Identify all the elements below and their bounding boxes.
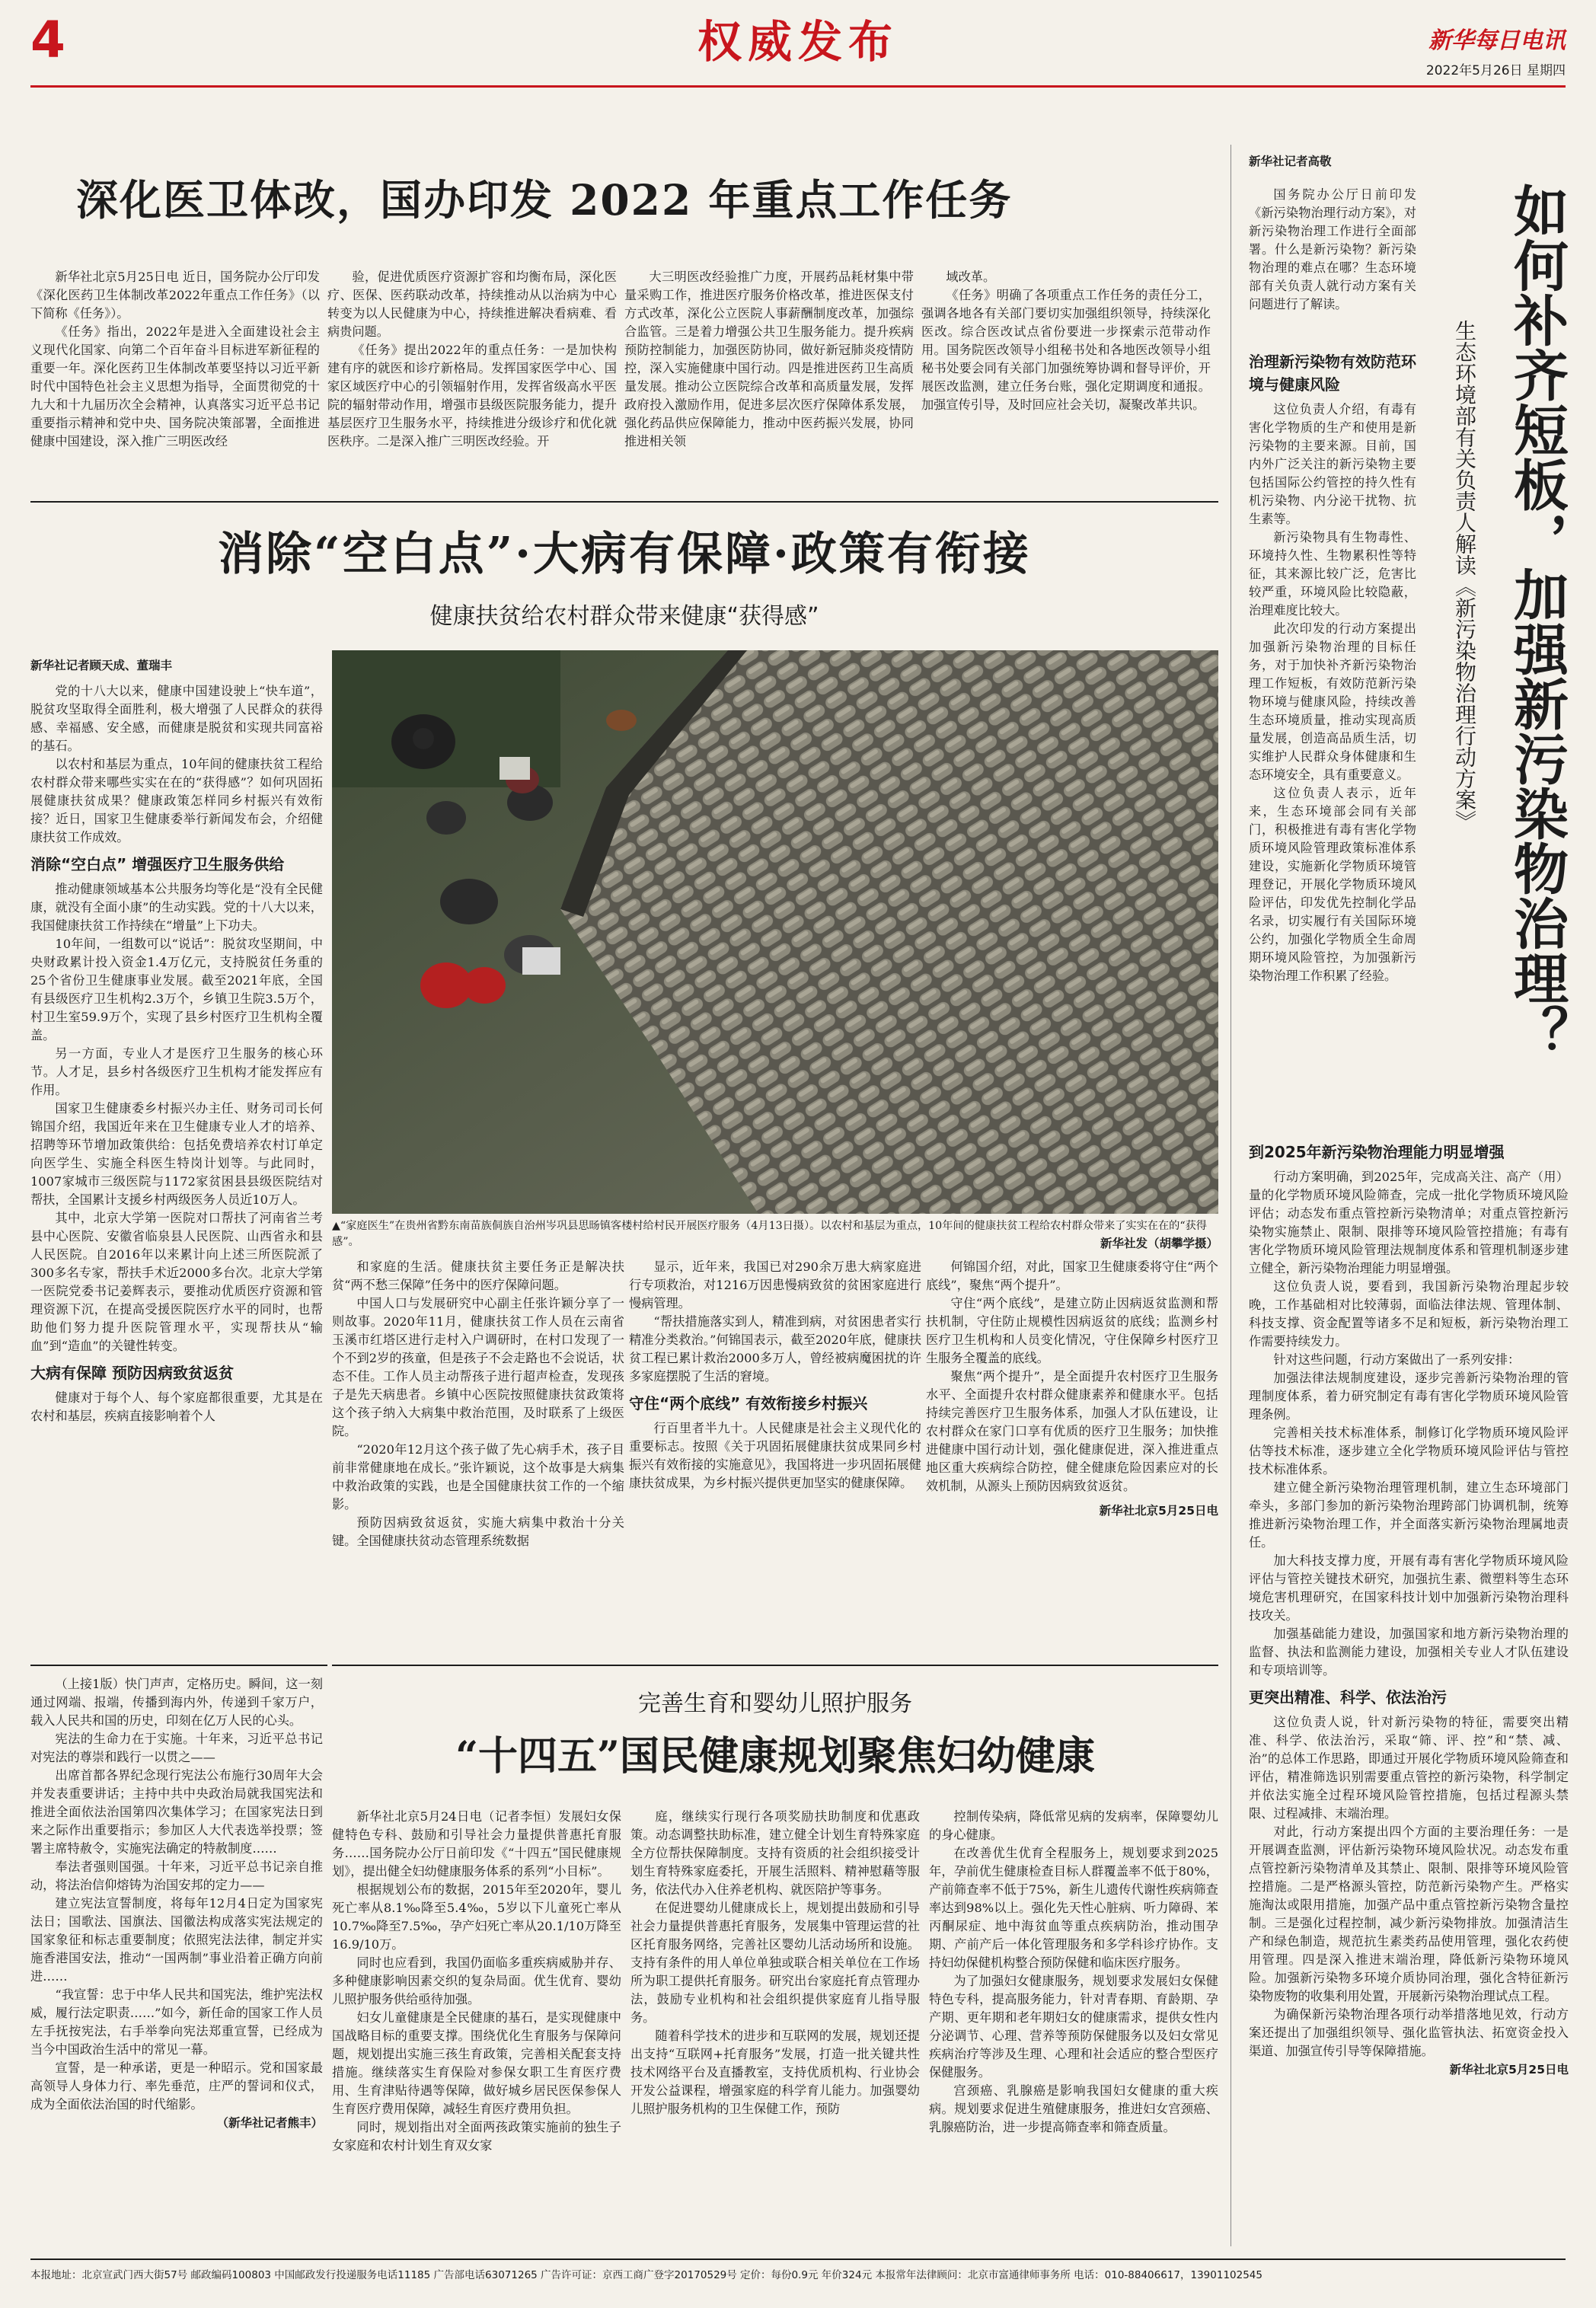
text-column	[332, 1808, 621, 2243]
bottom-headline: “十四五”国民健康规划聚焦妇幼健康	[455, 1733, 1095, 1780]
paragraph: 完善相关技术标准体系，制修订化学物质环境风险评估等技术标准，逐步建立全化学物质环境风险评估与管控技术标准体系。	[1249, 1425, 1569, 1476]
page-number: 4	[30, 11, 65, 69]
paragraph: 国务院办公厅日前印发《新污染物治理行动方案》，对新污染物治理工作进行全面部署。什么是新污染物？新污染物治理的难点在哪？生态环境部有关负责人就行动方案有关问题进行了解读。	[1249, 187, 1416, 311]
paragraph: 新污染物具有生物毒性、环境持久性、生物累积性等特征，其来源比较广泛，危害比较严重，环境风险比较隐蔽，治理难度比较大。	[1249, 530, 1416, 618]
paragraph: 大三明医改经验推广力度，开展药品耗材集中带量采购工作，推进医疗服务价格改革，推进医保支付方式改革，深化公立医院人事薪酬制度改革，加强综合监管。三是着力增强公共卫生服务能力。提升疾病预防控制能力，加强医防协同，做好新冠肺炎疫情防控，深入实施健康中国行动。四是推进医药卫生高质量发展。推动公立医院综合改革和高质量发展，发挥政府投入激励作用，促进多层次医疗保障体系发展，强化药品供应保障能力，推动中医药振兴发展，协同推进相关领	[624, 270, 914, 449]
paragraph: 宫颈癌、乳腺癌是影响我国妇女健康的重大疾病。规划要求促进生殖健康服务，推进妇女宫颈癌、乳腺癌防治，进一步提高筛查率和筛查质量。	[929, 2083, 1218, 2134]
paragraph: 这位负责人说，要看到，我国新污染物治理起步较晚，工作基础相对比较薄弱，面临法律法规、管理体制、科技支撑、资金配置等诸多不足和短板，新污染物治理工作需要持续发力。	[1249, 1279, 1569, 1349]
text-column	[327, 268, 617, 495]
footer-info: 本报地址：北京宣武门西大街57号 邮政编码100803 中国邮政发行投递服务电话11185 广告部电话63071265 广告许可证：京西工商广登字20170529号 定价：每份0.9元 年价324元 本报常年法律顾问：北京市富通律师事务所 电话：010-88406617，13901102545	[30, 2269, 1262, 2281]
paragraph: 以农村和基层为重点，10年间的健康扶贫工程给农村群众带来哪些实实在在的“获得感”？如何巩固拓展健康扶贫成果？健康政策怎样同乡村振兴有效衔接？近日，国家卫生健康委举行新闻发布会，介绍健康扶贫工作成效。	[30, 757, 323, 844]
paragraph: 这位负责人介绍，有毒有害化学物质的生产和使用是新污染物的主要来源。目前，国内外广泛关注的新污染物主要包括国际公约管控的持久性有机污染物、内分泌干扰物、抗生素等。	[1249, 402, 1416, 526]
photo-caption: ▲“家庭医生”在贵州省黔东南苗族侗族自治州岑巩县思旸镇客楼村给村民开展医疗服务（4月13日摄）。以农村和基层为重点，10年间的健康扶贫工程给农村群众带来了实实在在的“获得感”。	[332, 1220, 1207, 1248]
paragraph: 预防因病致贫返贫，实施大病集中救治十分关键。全国健康扶贫动态管理系统数据	[332, 1515, 624, 1548]
paragraph: 建立健全新污染物治理管理机制，建立生态环境部门牵头，多部门参加的新污染物治理跨部门协调机制，统筹推进新污染物治理工作，并全面落实新污染物治理属地责任。	[1249, 1480, 1569, 1550]
right-col-a	[1249, 350, 1416, 1139]
paragraph: “帮扶措施落实到人，精准到病，对贫困患者实行精准分类救治。”何锦国表示，截至2020年底，健康扶贫工程已累计救治2000多万人，曾经被病魔困扰的许多家庭摆脱了生活的窘境。	[629, 1314, 921, 1384]
paragraph: 域改革。	[946, 270, 996, 284]
paragraph: 和家庭的生活。健康扶贫主要任务正是解决扶贫“两不愁三保障”任务中的医疗保障问题。	[332, 1259, 624, 1292]
paragraph: 这位负责人说，针对新污染物的特征，需要突出精准、科学、依法治污，采取“筛、评、控”和“禁、减、治”的总体工作思路，即通过开展化学物质环境风险筛查和评估，精准筛选识别需要重点管控的新污染物，科学制定并依法实施全过程环境风险管控措施，包括过程源头禁限、过程减排、末端治理。	[1249, 1715, 1569, 1821]
paragraph: 另一方面，专业人才是医疗卫生服务的核心环节。人才足，县乡村各级医疗卫生机构才能发挥应有作用。	[30, 1046, 323, 1097]
paragraph: 为了加强妇女健康服务，规划要求发展妇女保健特色专科，提高服务能力，针对青春期、育龄期、孕产期、更年期和老年期妇女的健康需求，提供女性内分泌调节、心理、营养等预防保健服务以及妇女常见疾病治疗等涉及生理、心理和社会适应的整合型医疗保健服务。	[929, 1974, 1218, 2080]
text-column	[921, 268, 1211, 495]
paragraph: 显示，近年来，我国已对290余万患大病家庭进行专项救治，对1216万因患慢病致贫的贫困家庭进行慢病管理。	[629, 1259, 921, 1310]
paragraph: 宪法的生命力在于实施。十年来，习近平总书记对宪法的尊崇和践行一以贯之——	[30, 1732, 323, 1764]
feature-col-1	[30, 682, 323, 1687]
paragraph: 行动方案明确，到2025年，完成高关注、高产（用）量的化学物质环境风险筛查，完成一批化学物质环境风险评估；动态发布重点管控新污染物清单；对重点管控新污染物实施禁止、限制、限排等环境风险管控措施；有毒有害化学物质环境风险管理法规制度体系和管理机制逐步建立健全，新污染物治理能力明显增强。	[1249, 1170, 1569, 1275]
paragraph: 建立宪法宣誓制度，将每年12月4日定为国家宪法日；国歌法、国旗法、国徽法构成落实宪法规定的国家象征和标志重要制度；依照宪法法律，制定并实施香港国安法，推动“一国两制”事业沿着正确方向前进……	[30, 1896, 323, 1984]
paragraph: 新华社北京5月24日电（记者李恒）发展妇女保健特色专科、鼓励和引导社会力量提供普惠托育服务……国务院办公厅日前印发《“十四五”国民健康规划》，提出健全妇幼健康服务体系的系列“小目标”。	[332, 1809, 621, 1879]
masthead-logo: 新华每日电讯	[1428, 27, 1566, 54]
paragraph: 出席首都各界纪念现行宪法公布施行30周年大会并发表重要讲话；主持中共中央政治局就我国宪法和推进全面依法治国第四次集体学习；在国家宪法日到来之际作出重要指示；参加区人大代表选举投票；签署主席特赦令，实施宪法确定的特赦制度……	[30, 1768, 323, 1856]
rooftop-scene	[332, 650, 1218, 1214]
paragraph: 妇女儿童健康是全民健康的基石，是实现健康中国战略目标的重要支撑。围绕优化生育服务与保障问题，规划提出实施三孩生育政策，完善相关配套支持措施。继续落实生育保险对参保女职工生育医疗费用、生育津贴待遇等保障，做好城乡居民医保参保人生育医疗费用保障，减轻生育医疗费用负担。	[332, 2010, 621, 2116]
paragraph: 推动健康领域基本公共服务均等化是“没有全民健康，就没有全面小康”的生动实践。党的十八大以来，我国健康扶贫工作持续在“增量”上下功夫。	[30, 882, 323, 933]
feature-col-2	[332, 1258, 624, 1652]
paragraph: 为确保新污染物治理各项行动举措落地见效，行动方案还提出了加强组织领导、强化监管执法、拓宽资金投入渠道、加强宣传引导等保障措施。	[1249, 2007, 1569, 2058]
feature-headline: 消除“空白点”·大病有保障·政策有衔接	[218, 528, 1031, 581]
text-column	[624, 268, 914, 495]
paragraph: 宣誓，是一种承诺，更是一种昭示。党和国家最高领导人身体力行、率先垂范，庄严的誓词和仪式，成为全面依法治国的时代缩影。	[30, 2061, 323, 2112]
photo-credit: 新华社发（胡攀学摄）	[1100, 1237, 1218, 1250]
paragraph: 同时也应看到，我国仍面临多重疾病威胁并存、多种健康影响因素交织的复杂局面。优生优育、婴幼儿照护服务供给亟待加强。	[332, 1955, 621, 2006]
paragraph: 10年间，一组数可以“说话”：脱贫攻坚期间，中央财政累计投入资金1.4万亿元，支持脱贫任务重的25个省份卫生健康事业发展。截至2021年底，全国有县级医疗卫生机构2.3万个，乡镇卫生院3.5万个，村卫生室59.9万个，实现了县乡村医疗卫生机构全覆盖。	[30, 937, 323, 1042]
paragraph: “2020年12月这个孩子做了先心病手术，孩子目前非常健康地在成长。”张许颖说，这个故事是大病集中救治政策的实践，也是全国健康扶贫工作的一个缩影。	[332, 1442, 624, 1512]
right-byline: 新华社记者高敬	[1249, 155, 1332, 168]
right-sub-2: 到2025年新污染物治理能力明显增强	[1249, 1143, 1505, 1161]
paragraph: “我宣誓：忠于中华人民共和国宪法，维护宪法权威，履行法定职责……”如今，新任命的国家工作人员左手抚按宪法，右手举拳向宪法郑重宣誓，已经成为当今中国政治生活中的常见一幕。	[30, 1987, 323, 2057]
paragraph: 加大科技支撑力度，开展有毒有害化学物质环境风险评估与管控关键技术研究，加强抗生素、微塑料等生态环境危害机理研究，在国家科技计划中加强新污染物治理科技攻关。	[1249, 1553, 1569, 1623]
text-column	[630, 1808, 920, 2243]
top-headline: 深化医卫体改，国办印发 2022 年重点工作任务	[76, 175, 1013, 225]
paragraph: 针对这些问题，行动方案做出了一系列安排：	[1273, 1352, 1521, 1367]
feature-byline: 新华社记者顾天成、董瑞丰	[30, 659, 173, 672]
paragraph: 守住“两个底线”，是建立防止因病返贫监测和帮扶机制，守住防止规模性因病返贫的底线；监测乡村医疗卫生机构和人员变化情况，守住保障乡村医疗卫生服务全覆盖的底线。	[926, 1296, 1218, 1365]
paragraph: 《任务》指出，2022年是进入全面建设社会主义现代化国家、向第二个百年奋斗目标进军新征程的重要一年。深化医药卫生体制改革要坚持以习近平新时代中国特色社会主义思想为指导，全面贯彻党的十九大和十九届历次全会精神，认真落实习近平总书记重要指示精神和党中央、国务院决策部署，全面推进健康中国建设，深入推广三明医改经	[30, 324, 320, 449]
jump-byline: （新华社记者熊丰）	[216, 2116, 323, 2130]
text-column	[30, 268, 320, 495]
paragraph: 在促进婴幼儿健康成长上，规划提出鼓励和引导社会力量提供普惠托育服务，发展集中管理运营的社区托育服务网络，完善社区婴幼儿活动场所和设施。支持有条件的用人单位单独或联合相关单位在工作场所为职工提供托育服务。研究出台家庭托育点管理办法，鼓励专业机构和社会组织提供家庭育儿指导服务。	[630, 1901, 920, 2025]
paragraph: 何锦国介绍，对此，国家卫生健康委将守住“两个底线”，聚焦“两个提升”。	[926, 1259, 1218, 1292]
right-headline: 如何补齐短板，加强新污染物治理？	[1505, 183, 1569, 1060]
jump-article	[30, 1675, 323, 2243]
feature-col-4	[926, 1258, 1218, 1652]
footer-rule	[30, 2259, 1566, 2260]
left-bottom-rule	[30, 1665, 327, 1666]
paragraph: 奉法者强则国强。十年来，习近平总书记亲自推动，将法治信仰熔铸为治国安邦的定力——	[30, 1859, 323, 1892]
paragraph: 党的十八大以来，健康中国建设驶上“快车道”，脱贫攻坚取得全面胜利，极大增强了人民群众的获得感、幸福感、安全感，而健康是脱贫和实现共同富裕的基石。	[30, 684, 323, 753]
right-sub-1: 治理新污染物有效防范环境与健康风险	[1249, 353, 1416, 394]
right-col-b	[1249, 1141, 1569, 2245]
paragraph: 在改善优生优育全程服务上，规划要求到2025年，孕前优生健康检查目标人群覆盖率不低于80%，产前筛查率不低于75%，新生儿遗传代谢性疾病筛查率达到98%以上。强化先天性心脏病、听力障碍、苯丙酮尿症、地中海贫血等重点疾病防治，推动围孕期、产前产后一体化管理服务和多学科诊疗协作。支持妇幼保健机构整合预防保健和临床医疗服务。	[929, 1846, 1218, 1970]
paragraph: 控制传染病，降低常见病的发病率，保障婴幼儿的身心健康。	[929, 1809, 1218, 1842]
feature-sub-2: 大病有保障 预防因病致贫返贫	[30, 1364, 234, 1382]
bottom-article-rule	[332, 1665, 1218, 1666]
feature-dateline: 新华社北京5月25日电	[1099, 1504, 1218, 1518]
section-title: 权威发布	[697, 16, 899, 68]
paragraph: 此次印发的行动方案提出加强新污染物治理的目标任务，对于加快补齐新污染物治理工作短板，有效防范新污染物环境与健康风险，持续改善生态环境质量，推动实现高质量发展，创造高品质生活，切实维护人民群众身体健康和生态环境安全，具有重要意义。	[1249, 621, 1416, 782]
paragraph: 中国人口与发展研究中心副主任张许颖分享了一则故事。2020年11月，健康扶贫工作人员在云南省玉溪市红塔区进行走村入户调研时，在村口发现了一个不到2岁的孩童，但是孩子不会走路也不会说话，状态不佳。工作人员主动帮孩子进行超声检查，发现孩子是先天病患者。乡镇中心医院按照健康扶贫政策将这个孩子纳入大病集中救治范围，及时联系了上级医院。	[332, 1296, 624, 1438]
feature-sub-3: 守住“两个底线” 有效衔接乡村振兴	[629, 1394, 868, 1413]
text-column	[929, 1808, 1218, 2243]
right-dateline: 新华社北京5月25日电	[1449, 2063, 1569, 2077]
paragraph: 《任务》明确了各项重点工作任务的责任分工，强调各地各有关部门要切实加强组织领导，持续深化医改。综合医改试点省份要进一步探索示范带动作用。国务院医改领导小组秘书处和各地医改领导小组秘书处要会同有关部门加强统筹协调和督导评价，开展医改监测，建立任务台账，强化定期调度和通报。加强宣传引导，及时回应社会关切，凝聚改革共识。	[921, 288, 1211, 412]
paragraph: 《任务》提出2022年的重点任务：一是加快构建有序的就医和诊疗新格局。发挥国家医学中心、国家区域医疗中心的引领辐射作用，发挥省级高水平医院的辐射带动作用，增强市县级医院服务能力，提升基层医疗卫生服务水平，持续推进分级诊疗和优化就医秩序。二是深入推广三明医改经验。开	[327, 343, 617, 449]
bottom-kicker: 完善生育和婴幼儿照护服务	[638, 1690, 912, 1717]
feature-photo	[332, 650, 1218, 1214]
feature-subheadline: 健康扶贫给农村群众带来健康“获得感”	[429, 603, 819, 630]
paragraph: 行百里者半九十。人民健康是社会主义现代化的重要标志。按照《关于巩固拓展健康扶贫成果同乡村振兴有效衔接的实施意见》，我国将进一步巩固拓展健康扶贫成果，为乡村振兴提供更加坚实的健康保障。	[629, 1421, 921, 1490]
feature-sub-1: 消除“空白点” 增强医疗卫生服务供给	[30, 855, 285, 873]
header-rule	[30, 85, 1566, 88]
right-sub-3: 更突出精准、科学、依法治污	[1249, 1688, 1447, 1706]
paragraph: 加强基础能力建设，加强国家和地方新污染物治理的监督、执法和监测能力建设，加强相关专业人才队伍建设和专项培训等。	[1249, 1626, 1569, 1678]
paragraph: 这位负责人表示，近年来，生态环境部会同有关部门，积极推进有毒有害化学物质环境风险管理政策标准体系建设，实施新化学物质环境管理登记，开展化学物质环境风险评估，印发优先控制化学品名录，切实履行有关国际环境公约，加强化学物质全生命周期环境风险管控，为加强新污染物治理工作积累了经验。	[1249, 786, 1416, 983]
feature-col-3	[629, 1258, 921, 1652]
feature-top-rule	[30, 501, 1218, 503]
paragraph: 国家卫生健康委乡村振兴办主任、财务司司长何锦国介绍，我国近年来在卫生健康专业人才的培养、招聘等环节增加政策供给：包括免费培养农村订单定向医学生、实施全科医生特岗计划等。与此同时，1007家城市三级医院与1172家贫困县县级医院结对帮扶，全国累计支援乡村两级医务人员近10万人。	[30, 1101, 323, 1207]
paragraph: 聚焦“两个提升”，是全面提升农村医疗卫生服务水平、全面提升农村群众健康素养和健康水平。包括持续完善医疗卫生服务体系，加强人才队伍建设，让农村群众在家门口享有优质的医疗卫生服务；加快推进健康中国行动计划，强化健康促进，深入推进重点地区重大疾病综合防控，健全健康危险因素应对的长效机制，从源头上预防因病致贫返贫。	[926, 1369, 1218, 1493]
paragraph: 其中，北京大学第一医院对口帮扶了河南省兰考县中心医院、安徽省临泉县人民医院、山西省永和县人民医院。自2016年以来累计向上述三所医院派了300多名专家，帮扶手术近2000多台次。北京大学第一医院党委书记姜辉表示，要推动优质医疗资源和管理资源下沉，在提高受援医院医疗水平的同时，也帮助他们努力提升医院管理水平，实现帮扶从“输血”到“造血”的关键性转变。	[30, 1211, 323, 1353]
paragraph: 健康对于每个人、每个家庭都很重要，尤其是在农村和基层，疾病直接影响着个人	[30, 1390, 323, 1423]
paragraph: 验，促进优质医疗资源扩容和均衡布局，深化医疗、医保、医药联动改革，持续推动从以治病为中心转变为以人民健康为中心，持续推进解决看病难、看病贵问题。	[327, 270, 617, 339]
paragraph: 庭，继续实行现行各项奖励扶助制度和优惠政策。动态调整扶助标准，建立健全计划生育特殊家庭全方位帮扶保障制度。支持有资质的社会组织接受计划生育特殊家庭委托，开展生活照料、精神慰藉等服务，依法代办入住养老机构、就医陪护等事务。	[630, 1809, 920, 1897]
paragraph: 同时，规划指出对全面两孩政策实施前的独生子女家庭和农村计划生育双女家	[332, 2120, 621, 2153]
paragraph: 新华社北京5月25日电 近日，国务院办公厅印发《深化医药卫生体制改革2022年重点工作任务》（以下简称《任务》）。	[30, 270, 320, 321]
paragraph: 加强法律法规制度建设，逐步完善新污染物治理的管理制度体系，着力研究制定有毒有害化学物质环境风险管理条例。	[1249, 1371, 1569, 1422]
paragraph: 根据规划公布的数据，2015年至2020年，婴儿死亡率从8.1‰降至5.4‰，5岁以下儿童死亡率从10.7‰降至7.5‰，孕产妇死亡率从20.1/10万降至16.9/10万。	[332, 1882, 621, 1952]
right-deck: 生态环境部有关负责人解读《新污染物治理行动方案》	[1452, 320, 1477, 832]
issue-date: 2022年5月26日 星期四	[1425, 63, 1566, 78]
paragraph: 随着科学技术的进步和互联网的发展，规划还提出支持“互联网+托育服务”发展，打造一批关键共性技术网络平台及直播教室，支持优质机构、行业协会开发公益课程，增强家庭的科学育儿能力。加强婴幼儿照护服务机构的卫生保健工作，预防	[630, 2029, 920, 2116]
paragraph: 对此，行动方案提出四个方面的主要治理任务：一是开展调查监测，评估新污染物环境风险状况。动态发布重点管控新污染物清单及其禁止、限制、限排等环境风险管控措施。二是严格源头管控，防范新污染物产生。严格实施淘汰或限用措施，加强产品中重点管控新污染物含量控制。三是强化过程控制，减少新污染物排放。加强清洁生产和绿色制造，规范抗生素类药品使用管理，强化农药使用管理。四是深入推进末端治理，降低新污染物环境风险。加强新污染物多环境介质协同治理，强化含特征新污染物废物的收集利用处置，开展新污染物治理试点工程。	[1249, 1824, 1569, 2003]
paragraph: （上接1版）快门声声，定格历史。瞬间，这一刻通过网端、报端，传播到海内外，传递到千家万户，载入人民共和国的历史，印刻在亿万人民的心头。	[30, 1677, 323, 1728]
